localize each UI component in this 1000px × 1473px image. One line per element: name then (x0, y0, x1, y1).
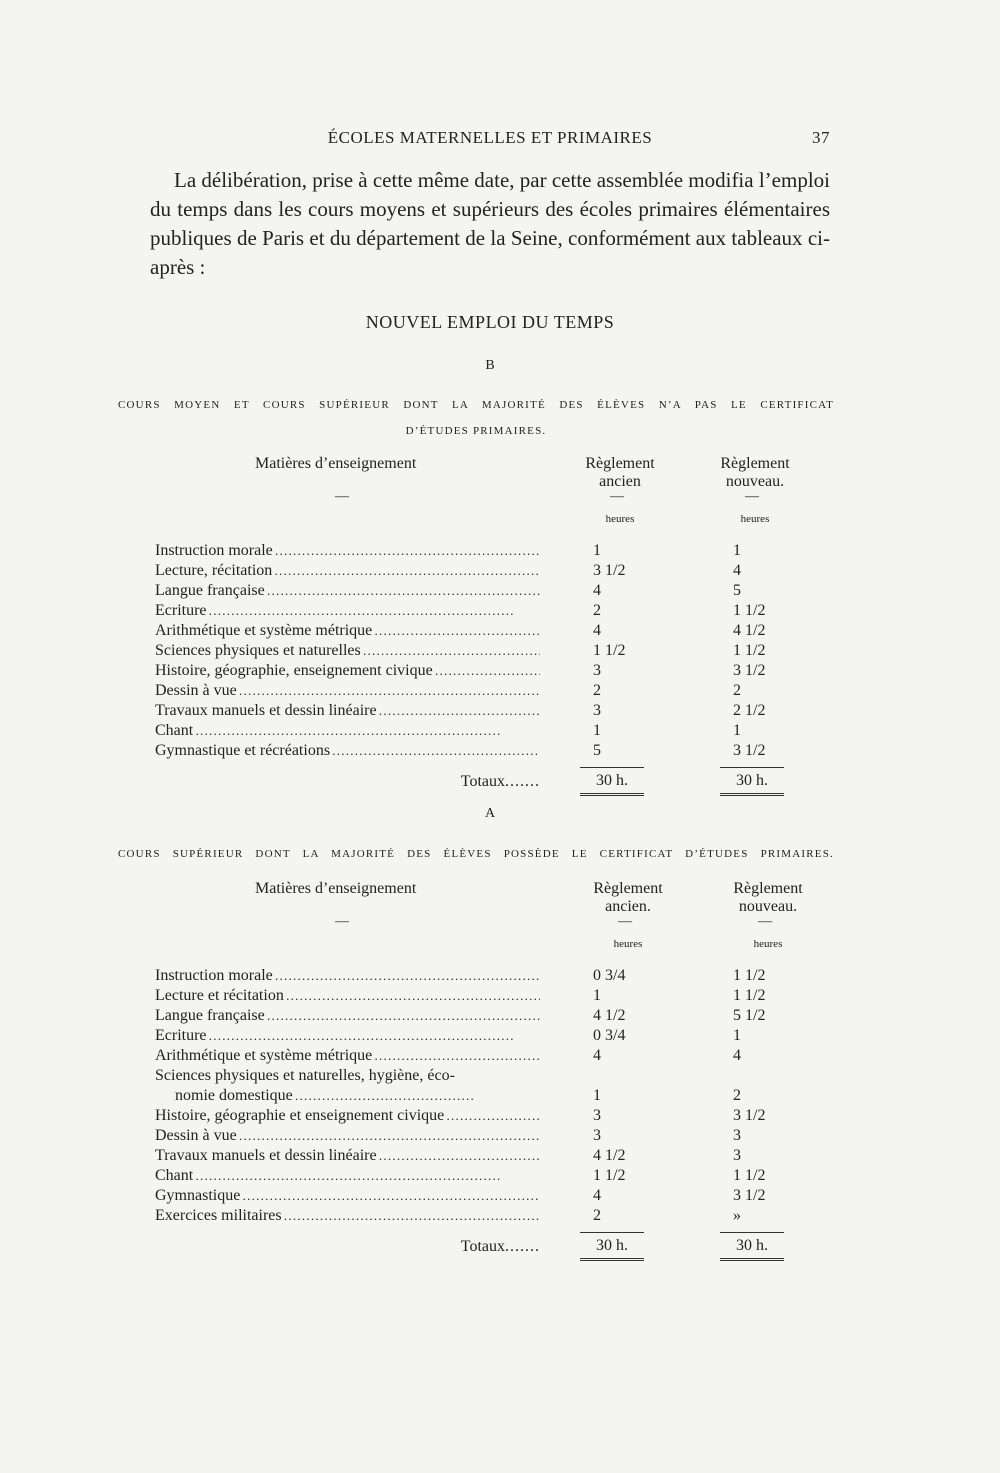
row-subject: Travaux manuels et dessin linéaire . . . (155, 1146, 540, 1166)
row-old-value: 5 (593, 742, 601, 759)
table-b-header (155, 455, 795, 541)
table-a-total-row (155, 1232, 795, 1262)
row-new-value: 1 1/2 (733, 642, 766, 659)
dash: — (745, 489, 759, 504)
row-old-value: 0 3/4 (593, 1027, 626, 1044)
row-new-value: 2 1/2 (733, 702, 766, 719)
row-subject: Arithmétique et système métrique . . . (155, 1046, 540, 1066)
col-new-header: Règlement nouveau. (720, 455, 790, 490)
row-new-value: 4 (733, 562, 741, 579)
col-old-header: Règlement ancien (585, 455, 655, 490)
row-new-value: 2 (733, 1087, 741, 1104)
table-row (155, 601, 795, 621)
unit-label: heures (740, 513, 770, 525)
row-subject: Ecriture . . . (155, 601, 540, 621)
row-subject: Langue française . . . (155, 1006, 540, 1026)
table-row (155, 1186, 795, 1206)
row-subject: Chant . . . (155, 1166, 540, 1186)
table-row (155, 1026, 795, 1046)
dash: — (758, 914, 772, 929)
table-a-header (155, 880, 803, 966)
col-new-header: Règlement nouveau. (733, 880, 803, 915)
table-row (155, 721, 795, 741)
table-a-body (155, 966, 795, 1066)
row-subject: Dessin à vue . . . (155, 681, 540, 701)
row-new-value: 1 1/2 (733, 602, 766, 619)
row-new-value: 3 1/2 (733, 1187, 766, 1204)
dash: — (335, 914, 349, 929)
table-row (155, 561, 795, 581)
table-row (155, 1046, 795, 1066)
row-new-value: » (733, 1207, 741, 1224)
unit-label: heures (753, 938, 783, 950)
table-b-total-row (155, 767, 795, 797)
row-new-value: 3 (733, 1147, 741, 1164)
row-old-value: 2 (593, 602, 601, 619)
table-b-letter: B (485, 358, 495, 373)
table-b-caption-line2: D’ÉTUDES PRIMAIRES. (405, 425, 547, 437)
row-old-value: 0 3/4 (593, 967, 626, 984)
row-old-value: 4 1/2 (593, 1147, 626, 1164)
intro-paragraph: La délibération, prise à cette même date, par cette assemblée modifia l’emploi du temps dans les cours moyens et supérieurs des écoles primaires élémentaires publiques de Paris et du département de la Seine, conformément aux tableaux ci-après : (150, 168, 830, 279)
running-header (150, 128, 830, 152)
row-subject: Gymnastique . . . (155, 1186, 540, 1206)
row-new-value: 3 1/2 (733, 1107, 766, 1124)
table-row (155, 1206, 795, 1226)
row-new-value: 3 1/2 (733, 662, 766, 679)
row-subject: Chant . . . (155, 721, 540, 741)
dash: — (610, 489, 624, 504)
table-a-body-2 (155, 1106, 795, 1226)
row-old-value: 4 (593, 1187, 601, 1204)
row-subject: Instruction morale . . . (155, 541, 540, 561)
table-a-letter: A (484, 806, 496, 821)
total-label: Totaux ....... (461, 1238, 540, 1256)
row-subject: Exercices militaires . . . (155, 1206, 540, 1226)
row-old-value: 4 1/2 (593, 1007, 626, 1024)
row-new-value: 4 (733, 1047, 741, 1064)
row-subject: Travaux manuels et dessin linéaire . . . (155, 701, 540, 721)
row-new-value: 3 1/2 (733, 742, 766, 759)
row-subject-line1: Sciences physiques et naturelles, hygiène, éco- (155, 1067, 455, 1084)
table-row (155, 621, 795, 641)
table-a-caption-line1: COURS SUPÉRIEUR DONT LA MAJORITÉ DES ÉLÈVES POSSÈDE LE CERTIFICAT D’ÉTUDES PRIMAIRES. (118, 848, 834, 860)
row-new-value: 3 (733, 1127, 741, 1144)
row-old-value: 4 (593, 1047, 601, 1064)
row-old-value: 1 1/2 (593, 1167, 626, 1184)
total-old: 30 h. (580, 767, 644, 790)
row-old-value: 4 (593, 622, 601, 639)
header-title: ÉCOLES MATERNELLES ET PRIMAIRES (327, 128, 653, 147)
table-b (155, 455, 795, 797)
row-old-value: 3 (593, 1127, 601, 1144)
table-a-wrapped-row (155, 1066, 795, 1106)
row-subject: Instruction morale . . . (155, 966, 540, 986)
row-old-value: 1 (593, 542, 601, 559)
table-row (155, 581, 795, 601)
table-row (155, 641, 795, 661)
row-old-value: 1 (593, 987, 601, 1004)
table-a (155, 880, 803, 1262)
row-subject-line2: nomie domestique . . . (155, 1086, 540, 1106)
row-old-value: 2 (593, 682, 601, 699)
row-old-value: 3 (593, 702, 601, 719)
page-number: 37 (812, 128, 830, 147)
row-new-value: 1 (733, 1027, 741, 1044)
col-old-header: Règlement ancien. (593, 880, 663, 915)
table-row (155, 966, 795, 986)
row-subject: Langue française . . . (155, 581, 540, 601)
row-old-value: 1 1/2 (593, 642, 626, 659)
row-new-value: 5 1/2 (733, 1007, 766, 1024)
row-old-value: 2 (593, 1207, 601, 1224)
total-new: 30 h. (720, 767, 784, 790)
table-row (155, 701, 795, 721)
table-row (155, 681, 795, 701)
table-row (155, 1146, 795, 1166)
dash: — (618, 914, 632, 929)
table-a-caption (118, 841, 834, 867)
row-new-value: 4 1/2 (733, 622, 766, 639)
table-row (155, 1106, 795, 1126)
table-b-caption-line1: COURS MOYEN ET COURS SUPÉRIEUR DONT LA MAJORITÉ DES ÉLÈVES N’A PAS LE CERTIFICAT (118, 399, 834, 411)
row-subject: Gymnastique et récréations . . . (155, 741, 540, 761)
row-subject (155, 1066, 540, 1106)
row-new-value: 5 (733, 582, 741, 599)
table-row (155, 661, 795, 681)
unit-label: heures (613, 938, 643, 950)
row-subject: Dessin à vue . . . (155, 1126, 540, 1146)
row-subject: Histoire, géographie, enseignement civique . . . (155, 661, 540, 681)
row-old-value: 1 (593, 722, 601, 739)
row-new-value: 1 1/2 (733, 987, 766, 1004)
table-row (155, 1166, 795, 1186)
dash: — (335, 489, 349, 504)
row-old-value: 3 1/2 (593, 562, 626, 579)
table-row (155, 986, 795, 1006)
table-b-caption (118, 392, 834, 444)
row-new-value: 1 1/2 (733, 967, 766, 984)
row-subject: Ecriture . . . (155, 1026, 540, 1046)
col-subject-header: Matières d’enseignement (255, 455, 417, 472)
total-old: 30 h. (580, 1232, 644, 1255)
col-subject-header: Matières d’enseignement (255, 880, 417, 897)
row-old-value: 3 (593, 662, 601, 679)
table-row (155, 1006, 795, 1026)
row-new-value: 1 1/2 (733, 1167, 766, 1184)
row-old-value: 3 (593, 1107, 601, 1124)
row-old-value: 1 (593, 1087, 601, 1104)
table-row (155, 541, 795, 561)
table-row (155, 1126, 795, 1146)
row-subject: Lecture, récitation . . . (155, 561, 540, 581)
row-old-value: 4 (593, 582, 601, 599)
row-new-value: 1 (733, 542, 741, 559)
total-new: 30 h. (720, 1232, 784, 1255)
section-title: NOUVEL EMPLOI DU TEMPS (365, 312, 615, 332)
row-subject: Histoire, géographie et enseignement civique . . . (155, 1106, 540, 1126)
table-row (155, 741, 795, 761)
table-b-body (155, 541, 795, 761)
total-label: Totaux ....... (461, 773, 540, 791)
unit-label: heures (605, 513, 635, 525)
row-subject: Arithmétique et système métrique . . . (155, 621, 540, 641)
row-new-value: 1 (733, 722, 741, 739)
row-subject: Sciences physiques et naturelles . . . (155, 641, 540, 661)
row-new-value: 2 (733, 682, 741, 699)
row-subject: Lecture et récitation . . . (155, 986, 540, 1006)
